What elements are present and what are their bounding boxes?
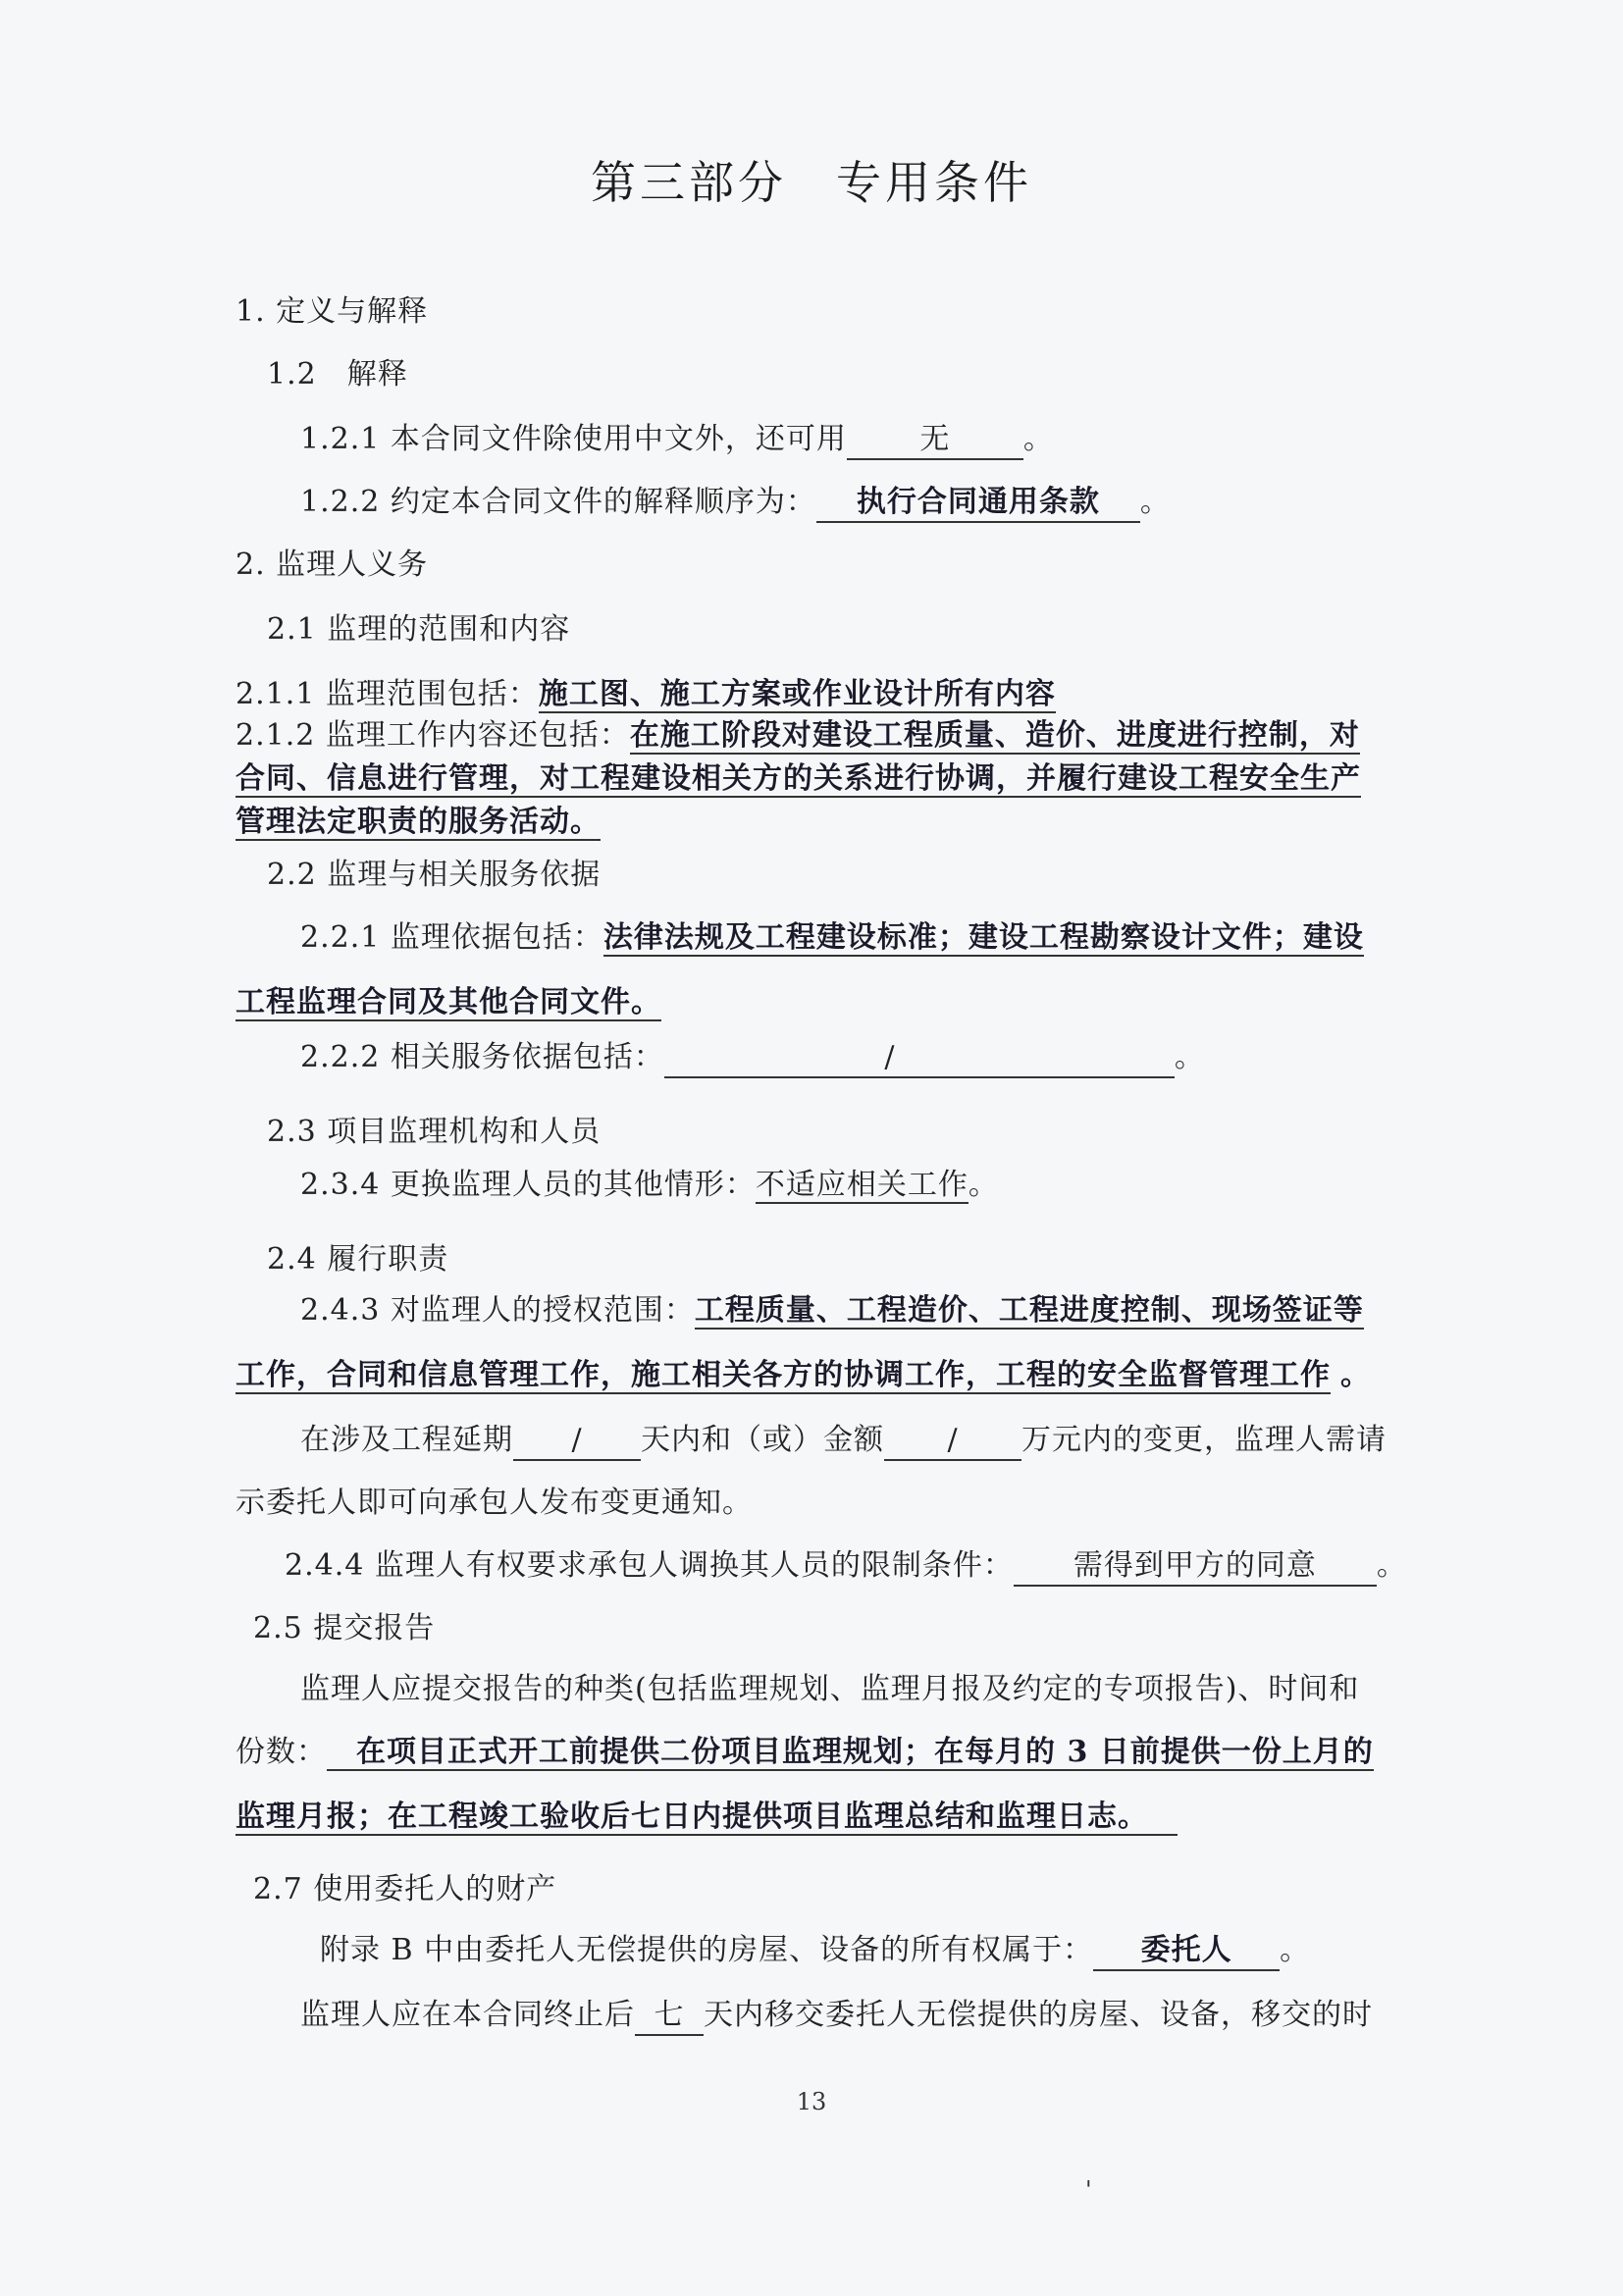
clause-2-2-1-value: 法律法规及工程建设标准；建设工程勘察设计文件；建设 — [602, 920, 1364, 955]
document-page: 第三部分 专用条件 1. 定义与解释 1.2 解释 1.2.1 本合同文件除使用中文外，还可用 无 。 1.2.2 约定本合同文件的解释顺序为： 执行合同通用条款 。 2. 监理人义务 2.1 监理的范围和内容 2.1.1 监理范围包括：施工图、施工方案或作业设计所有内容 2.1.2 监理工作内容还包括：在施工阶段对建设工程质量、造价、进度进行控制，对 合同、信息进行管理，对工程建设相关方的关系进行协调，并履行建设工程安全生产 管理法定职责的服务活动。 2.2 监理与相关服务依据 2.2.1 监理依据包括：法律法规及工程建设标准；建设工程勘察设计文件；建设 工程监理合同及其他合同文件。 2.2.2 相关服务依据包括： / 。 2.3 项目监理机构和人员 2.3.4 更换监理人员的其他情形：不适应相关工作。 2.4 履行职责 2.4.3 对监理人的授权范围：工程质量、工程造价、工程进度控制、现场签证等 工作，合同和信息管理工作，施工相关各方的协调工作，工程的安全监督管理工作 。 在涉及工程延期 / 天内和（或）金额 / 万元内的变更，监理人需请 示委托人即可向承包人发布变更通知。 2.4.4 监理人有权要求承包人调换其人员的限制条件： 需得到甲方的同意 。 2.5 提交报告 监理人应提交报告的种类(包括监理规划、监理月报及约定的专项报告)、时间和 份数： 在项目正式开工前提供二份项目监理规划；在每月的 3 日前提供一份上月的 监理月报；在工程竣工验收后七日内提供项目监理总结和监理日志。 2.7 使用委托人的财产 附录 B 中由委托人无偿提供的房屋、设备的所有权属于： 委托人 。 监理人应在本合同终止后 七 天内移交委托人无偿提供的房屋、设备，移交的时 13 ' — [0, 0, 1623, 2296]
delay-days-value: / — [513, 1422, 641, 1461]
clause-1-2-1-value: 无 — [847, 421, 1023, 460]
section-2-1-heading: 2.1 监理的范围和内容 — [267, 612, 571, 647]
clause-2-3-4: 2.3.4 更换监理人员的其他情形：不适应相关工作。 — [300, 1168, 999, 1202]
clause-2-1-1: 2.1.1 监理范围包括：施工图、施工方案或作业设计所有内容 — [236, 677, 1056, 711]
clause-2-1-2-line1: 2.1.2 监理工作内容还包括：在施工阶段对建设工程质量、造价、进度进行控制，对 — [236, 718, 1360, 753]
clause-2-4-3-line1: 2.4.3 对监理人的授权范围：工程质量、工程造价、工程进度控制、现场签证等 — [300, 1293, 1364, 1328]
clause-2-2-2: 2.2.2 相关服务依据包括： / 。 — [300, 1038, 1205, 1078]
section-2-7-paragraph2: 监理人应在本合同终止后 七 天内移交委托人无偿提供的房屋、设备，移交的时 — [300, 1996, 1373, 2036]
section-1-heading: 1. 定义与解释 — [236, 294, 429, 329]
clause-2-4-3-value: 工程质量、工程造价、工程进度控制、现场签证等 — [694, 1293, 1364, 1328]
clause-2-2-1-line1: 2.2.1 监理依据包括：法律法规及工程建设标准；建设工程勘察设计文件；建设 — [300, 920, 1364, 955]
clause-2-3-4-value: 不适应相关工作 — [755, 1168, 969, 1202]
section-2-5-value: 在项目正式开工前提供二份项目监理规划；在每月的 3 日前提供一份上月的 — [327, 1735, 1374, 1771]
delay-paragraph-line2: 示委托人即可向承包人发布变更通知。 — [236, 1486, 753, 1520]
delay-amount-value: / — [884, 1422, 1021, 1461]
section-2-5-paragraph: 监理人应提交报告的种类(包括监理规划、监理月报及约定的专项报告)、时间和 — [300, 1672, 1360, 1706]
stray-mark: ' — [1085, 2176, 1092, 2204]
section-2-7-heading: 2.7 使用委托人的财产 — [253, 1872, 557, 1906]
clause-2-4-3-value-line2: 工作，合同和信息管理工作，施工相关各方的协调工作，工程的安全监督管理工作 — [236, 1358, 1331, 1392]
section-2-3-heading: 2.3 项目监理机构和人员 — [267, 1115, 602, 1149]
section-2-2-heading: 2.2 监理与相关服务依据 — [267, 858, 602, 892]
clause-1-2-2-value: 执行合同通用条款 — [816, 484, 1140, 523]
delay-paragraph-line1: 在涉及工程延期 / 天内和（或）金额 / 万元内的变更，监理人需请 — [300, 1421, 1387, 1461]
section-2-5-heading: 2.5 提交报告 — [253, 1611, 436, 1645]
section-2-5-count-line1: 份数： 在项目正式开工前提供二份项目监理规划；在每月的 3 日前提供一份上月的 — [236, 1735, 1374, 1769]
section-2-7-paragraph1: 附录 B 中由委托人无偿提供的房屋、设备的所有权属于： 委托人 。 — [320, 1931, 1310, 1971]
clause-2-4-4-value: 需得到甲方的同意 — [1014, 1547, 1377, 1587]
clause-1-2-2: 1.2.2 约定本合同文件的解释顺序为： 执行合同通用条款 。 — [300, 483, 1171, 523]
clause-2-2-2-value: / — [664, 1039, 1175, 1078]
section-2-4-heading: 2.4 履行职责 — [267, 1242, 449, 1277]
clause-2-2-1-value-line2: 工程监理合同及其他合同文件。 — [236, 985, 661, 1019]
page-title: 第三部分 专用条件 — [591, 156, 1032, 209]
section-2-5-value-line2: 监理月报；在工程竣工验收后七日内提供项目监理总结和监理日志。 — [236, 1800, 1178, 1836]
section-1-2-heading: 1.2 解释 — [267, 357, 408, 391]
clause-2-1-2-value-line3: 管理法定职责的服务活动。 — [236, 805, 601, 839]
section-2-heading: 2. 监理人义务 — [236, 548, 429, 582]
clause-2-4-4: 2.4.4 监理人有权要求承包人调换其人员的限制条件： 需得到甲方的同意 。 — [285, 1546, 1407, 1587]
property-owner-value: 委托人 — [1093, 1932, 1280, 1971]
clause-1-2-1: 1.2.1 本合同文件除使用中文外，还可用 无 。 — [300, 420, 1054, 460]
handover-days-value: 七 — [635, 1997, 704, 2036]
page-number: 13 — [796, 2088, 827, 2115]
clause-2-1-2-value-line2: 合同、信息进行管理，对工程建设相关方的关系进行协调，并履行建设工程安全生产 — [236, 761, 1361, 796]
clause-2-1-2-value: 在施工阶段对建设工程质量、造价、进度进行控制，对 — [629, 718, 1360, 753]
clause-2-1-1-value: 施工图、施工方案或作业设计所有内容 — [538, 677, 1056, 711]
